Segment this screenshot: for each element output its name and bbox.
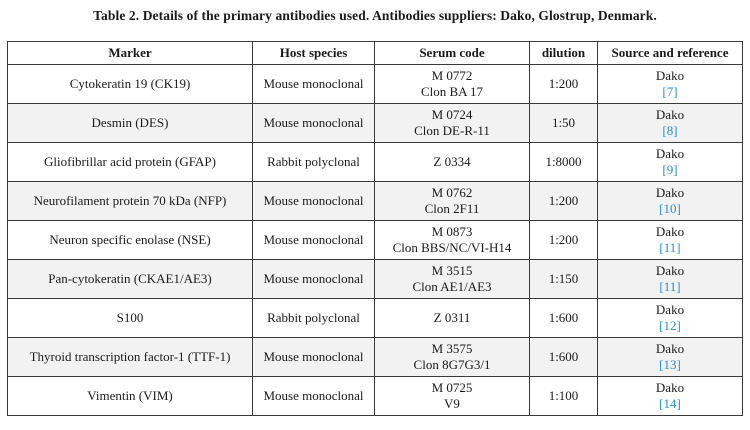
serum-code-cell [375, 104, 530, 143]
table-row [8, 182, 743, 221]
source-cell [598, 143, 743, 182]
clone-name: Clon BA 17 [420, 84, 484, 99]
host-cell: Mouse monoclonal [253, 104, 375, 143]
source-cell [598, 299, 743, 338]
table-row [8, 260, 743, 299]
dilution-cell: 1:8000 [530, 143, 598, 182]
table-row [8, 338, 743, 377]
reference-link[interactable]: [12] [659, 318, 681, 333]
serum-code: M 0724 [431, 107, 473, 122]
table-row [8, 104, 743, 143]
clone-name: Clon 8G7G3/1 [413, 357, 491, 372]
marker-cell: Pan-cytokeratin (CKAE1/AE3) [8, 260, 253, 299]
clone-name: Clon BBS/NC/VI-H14 [392, 240, 512, 255]
source-name: Dako [655, 302, 685, 317]
header-marker: Marker [8, 42, 253, 65]
clone-name: Clon DE-R-11 [414, 123, 490, 138]
source-cell [598, 104, 743, 143]
serum-code-cell [375, 65, 530, 104]
reference-link[interactable]: [14] [659, 396, 681, 411]
header-dilution: dilution [530, 42, 598, 65]
dilution-cell: 1:200 [530, 221, 598, 260]
marker-cell: Vimentin (VIM) [8, 377, 253, 416]
dilution-cell: 1:200 [530, 182, 598, 221]
reference-link[interactable]: [8] [662, 123, 678, 138]
serum-code: M 0762 [431, 185, 473, 200]
source-cell [598, 182, 743, 221]
header-row [8, 42, 743, 65]
reference-link[interactable]: [11] [659, 240, 681, 255]
header-serum-code: Serum code [375, 42, 530, 65]
host-cell: Mouse monoclonal [253, 221, 375, 260]
table-row [8, 65, 743, 104]
clone-name: Clon 2F11 [424, 201, 480, 216]
serum-code: M 0725 [431, 380, 473, 395]
source-name: Dako [655, 224, 685, 239]
host-cell: Rabbit polyclonal [253, 143, 375, 182]
host-cell: Mouse monoclonal [253, 338, 375, 377]
marker-cell: Desmin (DES) [8, 104, 253, 143]
serum-code: M 3515 [431, 263, 473, 278]
serum-code: M 3575 [431, 341, 473, 356]
header-source-reference: Source and reference [598, 42, 743, 65]
serum-code-cell [375, 299, 530, 338]
source-name: Dako [655, 146, 685, 161]
source-name: Dako [655, 341, 685, 356]
marker-cell: Thyroid transcription factor-1 (TTF-1) [8, 338, 253, 377]
serum-code-cell [375, 182, 530, 221]
host-cell: Rabbit polyclonal [253, 299, 375, 338]
host-cell: Mouse monoclonal [253, 377, 375, 416]
reference-link[interactable]: [13] [659, 357, 681, 372]
dilution-cell: 1:150 [530, 260, 598, 299]
source-name: Dako [655, 263, 685, 278]
table-row [8, 221, 743, 260]
table-row [8, 377, 743, 416]
dilution-cell: 1:200 [530, 65, 598, 104]
source-name: Dako [655, 380, 685, 395]
serum-code: M 0772 [431, 68, 473, 83]
source-cell [598, 260, 743, 299]
dilution-cell: 1:600 [530, 299, 598, 338]
table-row [8, 299, 743, 338]
table-row [8, 143, 743, 182]
serum-code: Z 0334 [433, 154, 471, 169]
marker-cell: Neurofilament protein 70 kDa (NFP) [8, 182, 253, 221]
marker-cell: S100 [8, 299, 253, 338]
serum-code-cell [375, 338, 530, 377]
reference-link[interactable]: [7] [662, 84, 678, 99]
source-cell [598, 377, 743, 416]
host-cell: Mouse monoclonal [253, 260, 375, 299]
dilution-cell: 1:100 [530, 377, 598, 416]
serum-code: Z 0311 [433, 310, 471, 325]
host-cell: Mouse monoclonal [253, 182, 375, 221]
serum-code-cell [375, 260, 530, 299]
marker-cell: Cytokeratin 19 (CK19) [8, 65, 253, 104]
marker-cell: Neuron specific enolase (NSE) [8, 221, 253, 260]
clone-name: V9 [444, 396, 460, 411]
reference-link[interactable]: [11] [659, 279, 681, 294]
serum-code: M 0873 [431, 224, 473, 239]
reference-link[interactable]: [9] [662, 162, 678, 177]
reference-link[interactable]: [10] [659, 201, 681, 216]
host-cell: Mouse monoclonal [253, 65, 375, 104]
source-cell [598, 65, 743, 104]
serum-code-cell [375, 377, 530, 416]
serum-code-cell [375, 221, 530, 260]
source-name: Dako [655, 107, 685, 122]
source-name: Dako [655, 185, 685, 200]
marker-cell: Gliofibrillar acid protein (GFAP) [8, 143, 253, 182]
antibodies-table [7, 41, 743, 416]
source-cell [598, 338, 743, 377]
source-cell [598, 221, 743, 260]
header-host-species: Host species [253, 42, 375, 65]
clone-name: Clon AE1/AE3 [412, 279, 492, 294]
source-name: Dako [655, 68, 685, 83]
dilution-cell: 1:50 [530, 104, 598, 143]
dilution-cell: 1:600 [530, 338, 598, 377]
serum-code-cell [375, 143, 530, 182]
table-caption: Table 2. Details of the primary antibodies used. Antibodies suppliers: Dako, Glostrup, Denmark. [93, 8, 657, 23]
